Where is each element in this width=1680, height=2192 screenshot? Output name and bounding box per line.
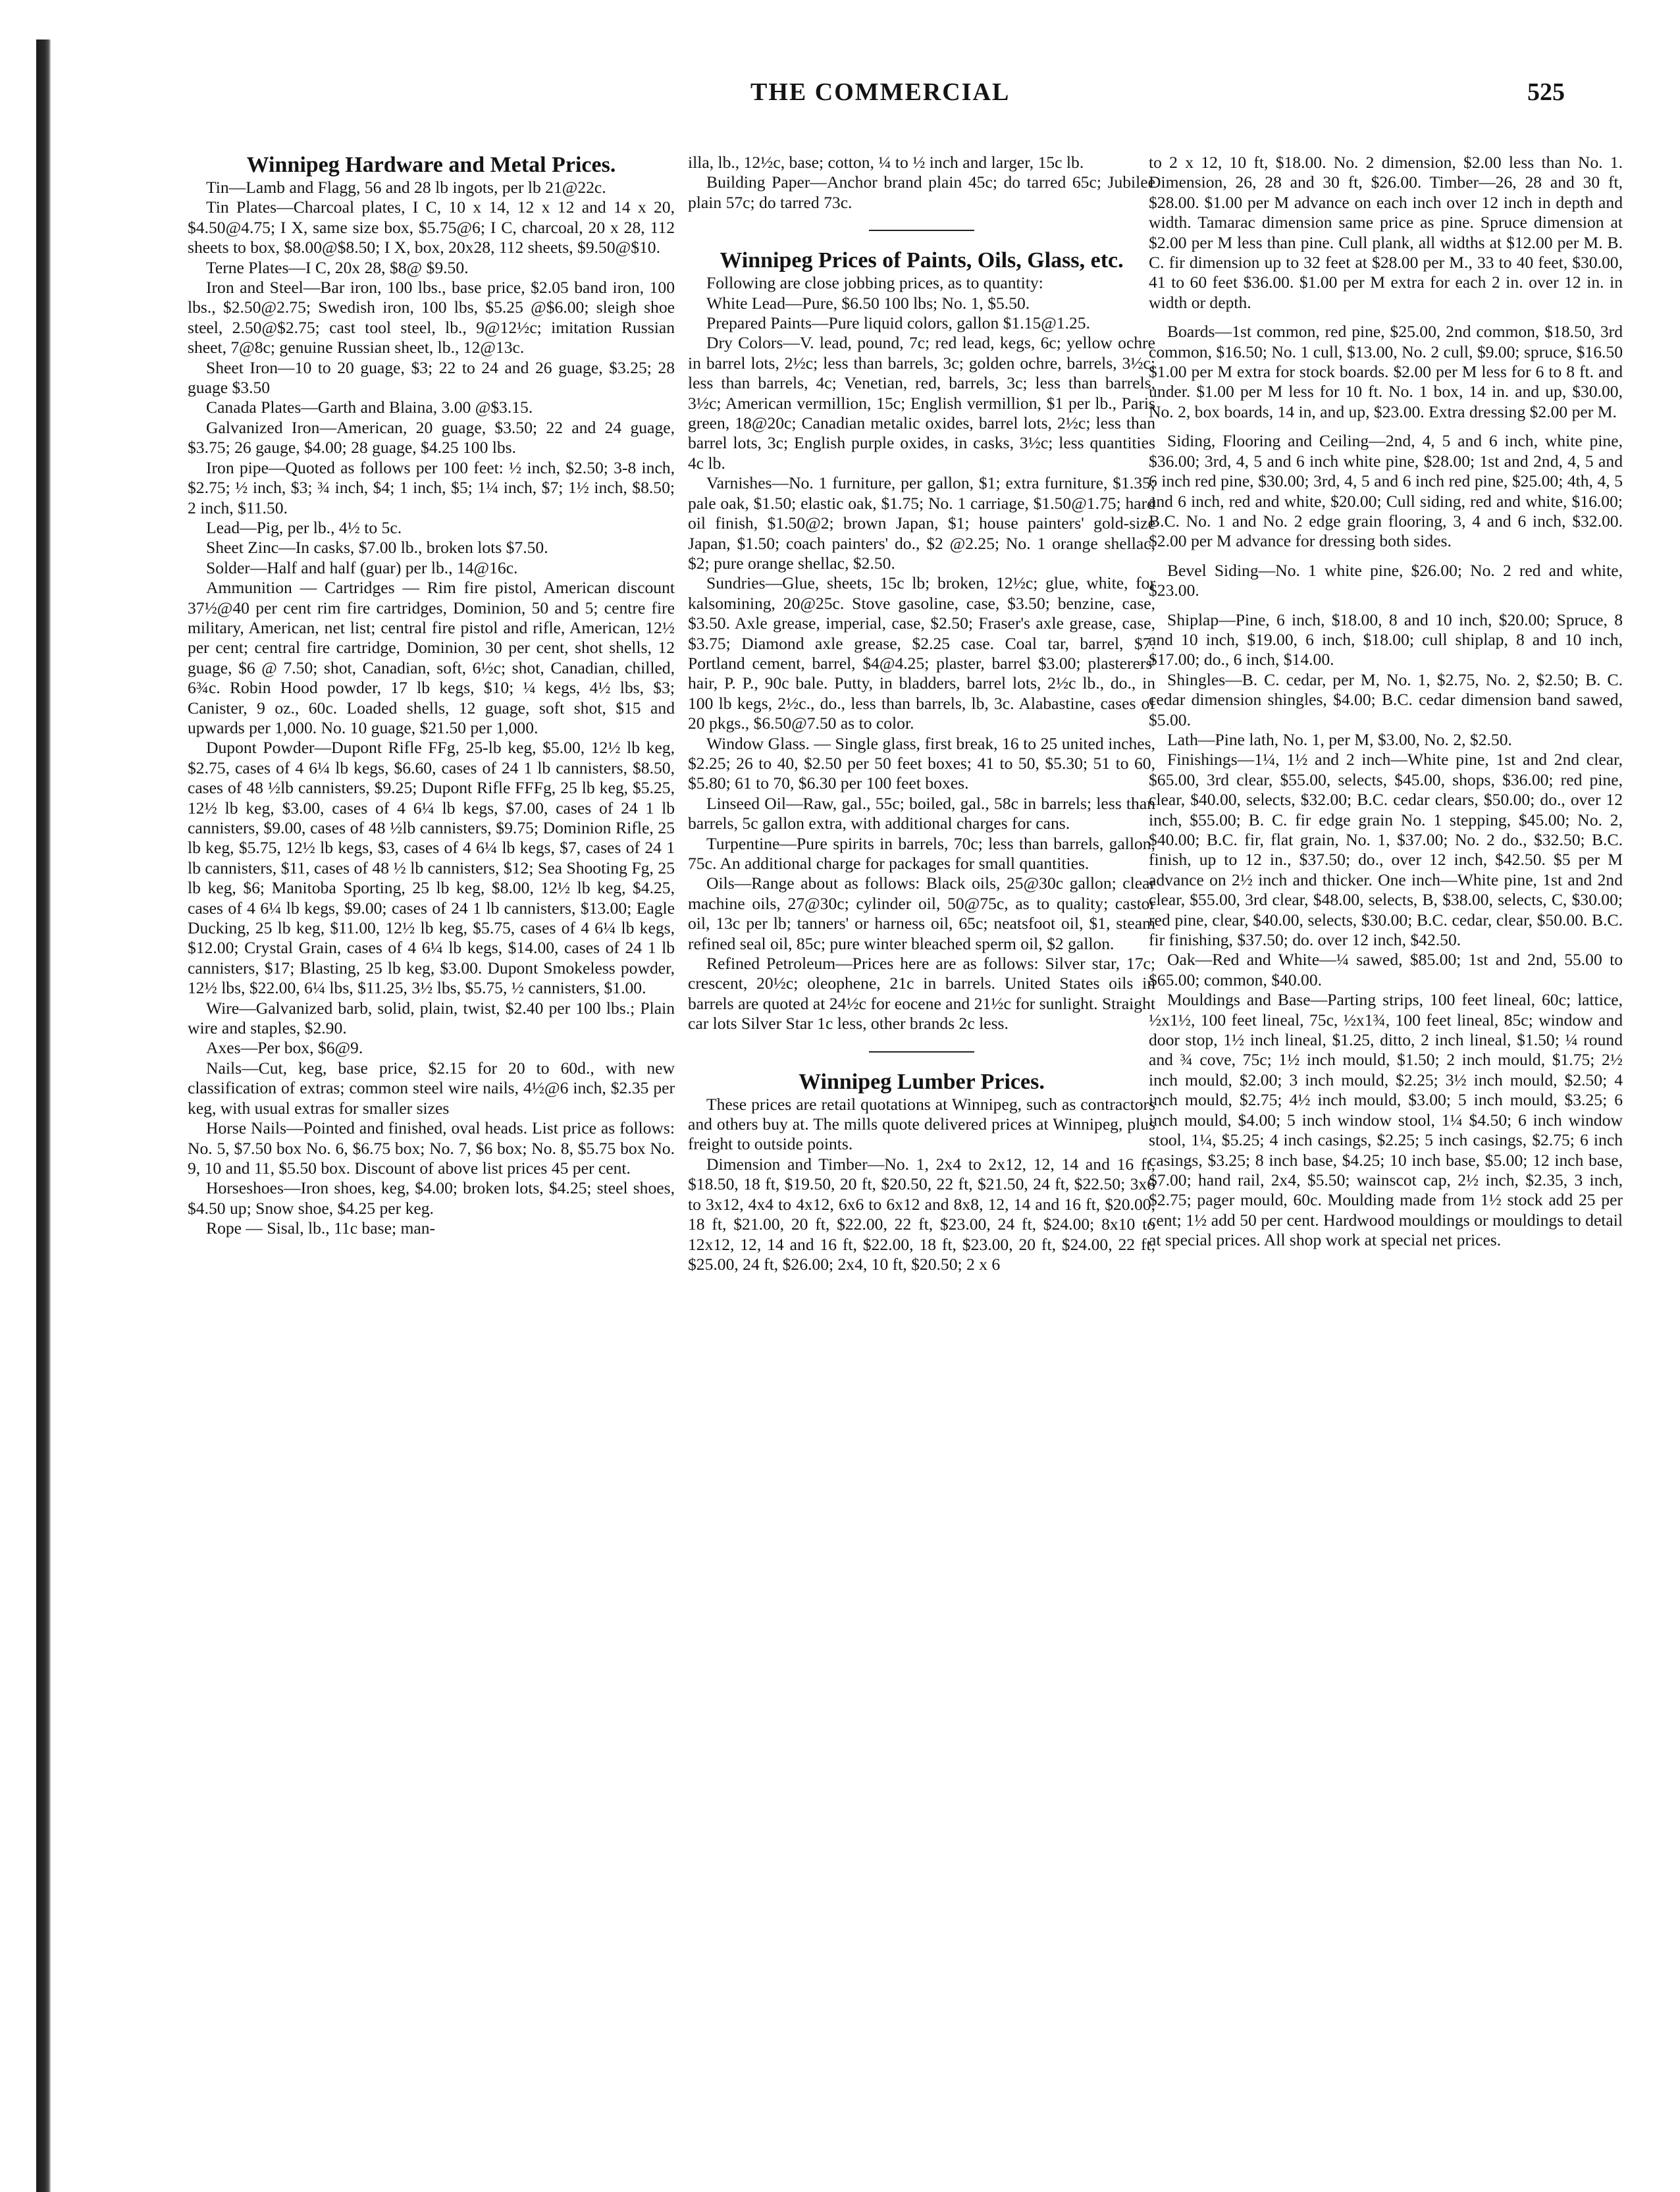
paragraph: Oils—Range about as follows: Black oils, 25@30c gallon; clear machine oils, 27@30c; cylinder oil, 50@75c, as to quality; castor oil, 13c per lb; tanners' or harness oil, 65c; neatsfoot oil, $1, steam refined seal oil, 85c; pure winter bleached sperm oil, $2 gallon. — [688, 874, 1155, 953]
section-divider — [869, 1051, 974, 1053]
continued-paragraph: to 2 x 12, 10 ft, $18.00. No. 2 dimension, $2.00 less than No. 1. Dimension, 26, 28 and 30 ft, $26.00. Timber—26, 28 and 30 ft, $28.00. $1.00 per M advance on each inch over 12 inch in depth and width. Tamarac dimension same price as pine. Spruce dimension at $2.00 per M less than pine. Cull plank, all widths at $12.00 per M. B. C. fir dimension up to 32 feet at $28.00 per M., 33 to 40 feet, $30.00, 41 to 60 feet $36.00. $1.00 per M extra for each 2 in. over 12 in. in width or depth. — [1149, 153, 1623, 312]
paragraph: Shingles—B. C. cedar, per M, No. 1, $2.75, No. 2, $2.50; B. C. cedar dimension shingles, $4.00; B.C. cedar dimension band sawed, $5.00. — [1149, 669, 1623, 729]
paragraph: Building Paper—Anchor brand plain 45c; do tarred 65c; Jubilee plain 57c; do tarred 73c. — [688, 172, 1155, 212]
continued-paragraph: illa, lb., 12½c, base; cotton, ¼ to ½ inch and larger, 15c lb. — [688, 153, 1084, 172]
paragraph: Wire—Galvanized barb, solid, plain, twist, $2.40 per 100 lbs.; Plain wire and staples, $2.90. — [188, 998, 675, 1038]
paragraph: Varnishes—No. 1 furniture, per gallon, $1; extra furniture, $1.35; pale oak, $1.50; elastic oak, $1.75; No. 1 carriage, $1.50@1.75; hard oil finish, $1.50@2; brown Japan, $1; house painters' gold-size Japan, $1.50; coach painters' do., $2 @2.25; No. 1 orange shellac, $2; pure orange shellac, $2.50. — [688, 473, 1155, 573]
paragraph: Siding, Flooring and Ceiling—2nd, 4, 5 and 6 inch, white pine, $36.00; 3rd, 4, 5 and 6 inch white pine, $28.00; 1st and 2nd, 4, 5 and 6 inch red pine, $30.00; 3rd, 4, 5 and 6 inch red pine, $25.00; 4th, 4, 5 and 6 inch, red and white, $20.00; Cull siding, red and white, $16.00; B.C. No. 1 and No. 2 edge grain flooring, 3, 4 and 6 inch, $32.00. $2.00 per M advance for dressing both sides. — [1149, 431, 1623, 551]
paragraph: Turpentine—Pure spirits in barrels, 70c; less than barrels, gallon, 75c. An additional charge for packages for small quantities. — [688, 833, 1155, 873]
column-3 — [1149, 153, 1623, 1251]
paragraph: Horseshoes—Iron shoes, keg, $4.00; broken lots, $4.25; steel shoes, $4.50 up; Snow shoe, $4.25 per keg. — [188, 1178, 675, 1218]
paragraph: Tin—Lamb and Flagg, 56 and 28 lb ingots, per lb 21@22c. — [206, 178, 606, 197]
paragraph: Horse Nails—Pointed and finished, oval heads. List price as follows: No. 5, $7.50 box No. 6, $6.75 box; No. 7, $6 box; No. 8, $5.75 box No. 9, 10 and 11, $5.50 box. Discount of above list prices 45 per cent. — [188, 1118, 675, 1178]
lumber-prices-heading: Winnipeg Lumber Prices. — [799, 1069, 1045, 1094]
paragraph: Oak—Red and White—¼ sawed, $85.00; 1st and 2nd, 55.00 to $65.00; common, $40.00. — [1149, 950, 1623, 989]
paragraph: Axes—Per box, $6@9. — [206, 1038, 363, 1058]
paragraph: Sheet Iron—10 to 20 guage, $3; 22 to 24 and 26 guage, $3.25; 28 guage $3.50 — [188, 357, 675, 398]
paragraph: Nails—Cut, keg, base price, $2.15 for 20 to 60d., with new classification of extras; common steel wire nails, 4½@6 inch, $2.35 per keg, with usual extras for smaller sizes — [188, 1058, 675, 1118]
paragraph: Galvanized Iron—American, 20 guage, $3.50; 22 and 24 guage, $3.75; 26 gauge, $4.00; 28 guage, $4.25 100 lbs. — [188, 417, 675, 457]
paragraph: Dupont Powder—Dupont Rifle FFg, 25-lb keg, $5.00, 12½ lb keg, $2.75, cases of 4 6¼ lb kegs, $6.60, cases of 24 1 lb cannisters, $8.50, cases of 48 ½lb cannisters, $9.25; Dupont Rifle FFFg, 25 lb keg, $5.25, 12½ lb keg, $3.00, cases of 4 6¼ lb kegs, $7.00, cases of 24 1 lb cannisters, $9.00, cases of 48 ½lb cannisters, $9.75; Dominion Rifle, 25 lb keg, $5.75, 12½ lb kegs, $3, cases of 4 6¼ lb kegs, $7, cases of 24 1 lb cannisters, $11, cases of 48 ½ lb cannisters, $12; Sea Shooting Fg, 25 lb keg, $6; Manitoba Sporting, 25 lb keg, $8.00, 12½ lb keg, $4.25, cases of 4 6¼ lb kegs, $9.00; cases of 24 1 lb cannisters, $13.00; Eagle Ducking, 25 lb keg, $11.00, 12½ lb keg, $5.75, cases of 4 6¼ lb kegs, $12.00; Crystal Grain, cases of 4 6¼ lb kegs, $14.00, cases of 24 1 lb cannisters, $17; Blasting, 25 lb keg, $3.00. Dupont Smokeless powder, 12½ lbs, $22.00, 6¼ lbs, $11.25, 3½ lbs, $5.75, ½ cannisters, $1.00. — [188, 738, 675, 998]
paragraph: Solder—Half and half (guar) per lb., 14@16c. — [206, 558, 518, 577]
paragraph: Terne Plates—I C, 20x 28, $8@ $9.50. — [206, 257, 469, 277]
page-header — [0, 78, 1680, 117]
paragraph: Iron and Steel—Bar iron, 100 lbs., base price, $2.05 band iron, 100 lbs., $2.50@2.75; Swedish iron, 100 lbs, $5.25 @$6.00; sleigh shoe steel, 2.50@$2.75; cast tool steel, lb., 9@12½c; imitation Russian sheet, 7@8c; genuine Russian sheet, lb., 12@13c. — [188, 278, 675, 357]
paragraph: Window Glass. — Single glass, first break, 16 to 25 united inches, $2.25; 26 to 40, $2.50 per 50 feet boxes; 41 to 50, $5.30; 51 to 60, $5.80; 61 to 70, $6.30 per 100 feet boxes. — [688, 733, 1155, 793]
paragraph: Sheet Zinc—In casks, $7.00 lb., broken lots $7.50. — [206, 538, 548, 558]
paragraph: Prepared Paints—Pure liquid colors, gallon $1.15@1.25. — [706, 313, 1091, 333]
paragraph: Bevel Siding—No. 1 white pine, $26.00; No. 2 red and white, $23.00. — [1149, 560, 1623, 600]
paragraph: These prices are retail quotations at Winnipeg, such as contractors and others buy at. The mills quote delivered prices at Winnipeg, plus freight to outside points. — [688, 1094, 1155, 1154]
paragraph: Dry Colors—V. lead, pound, 7c; red lead, kegs, 6c; yellow ochre in barrel lots, 2½c; less than barrels, 3c; golden ochre, barrels, 3½c; less than barrels, 4c; Venetian, red, barrels, 3c; less than barrels, 3½c; American vermillion, 15c; English vermillion, $1 per lb., Paris green, 18@20c; Canadian metalic oxides, barrel lots, 2½c; less than barrel lots, 3c; English purple oxides, in casks, 3½c; less quantities 4c lb. — [688, 333, 1155, 473]
paragraph: Tin Plates—Charcoal plates, I C, 10 x 14, 12 x 12 and 14 x 20, $4.50@4.75; I X, same size box, $5.75@6; I C, charcoal, 20 x 28, 112 sheets to box, $8.00@$8.50; I X, box, 20x28, 112 sheets, $9.50@$10. — [188, 197, 675, 257]
section-divider — [869, 230, 974, 231]
paragraph: Mouldings and Base—Parting strips, 100 feet lineal, 60c; lattice, ½x1½, 100 feet lineal, 75c, ½x1¾, 100 feet lineal, 85c; window and door stop, 1½ inch lineal, $1.25, ditto, 2 inch lineal, $1.50; ¼ round and ¾ cove, 75c; 1½ inch mould, $1.50; 2 inch mould, $1.75; 2½ inch mould, $2.00; 3 inch mould, $2.25; 3½ inch mould, $2.50; 4 inch mould, $2.75; 4½ inch mould, $3.00; 5 inch mould, $3.25; 6 inch mould, $4.00; 5 inch window stool, 1¼ $4.50; 6 inch window stool, 1¼, $5.25; 4 inch casings, $2.25; 5 inch casings, $2.75; 6 inch casings, $3.25; 8 inch base, $4.25; 10 inch base, $5.00; 12 inch base, $7.00; hand rail, 2x4, $5.50; wainscot cap, 2½ inch, $2.35, 3 inch, $2.75; pager mould, 60c. Moulding made from 1½ stock add 25 per cent; 1½ add 50 per cent. Hardwood mouldings or mouldings to detail at special prices. All shop work at special net prices. — [1149, 990, 1623, 1250]
scan-binding-edge — [36, 39, 51, 2192]
paragraph: Linseed Oil—Raw, gal., 55c; boiled, gal., 58c in barrels; less than barrels, 5c gallon extra, with additional charges for cans. — [688, 793, 1155, 833]
paragraph: Lath—Pine lath, No. 1, per M, $3.00, No. 2, $2.50. — [1167, 729, 1512, 749]
paragraph: Refined Petroleum—Prices here are as follows: Silver star, 17c; crescent, 20½c; oleophene, 21c in barrels. United States oils in barrels are quoted at 24½c for eocene and 21½c for sunlight. Straight car lots Silver Star 1c less, other brands 2c less. — [688, 954, 1155, 1033]
paragraph: Canada Plates—Garth and Blaina, 3.00 @$3.15. — [206, 398, 533, 417]
paints-prices-heading: Winnipeg Prices of Paints, Oils, Glass, etc. — [720, 248, 1124, 273]
running-title: THE COMMERCIAL — [750, 78, 1011, 106]
column-1 — [188, 153, 675, 1239]
column-2 — [688, 153, 1155, 1274]
paragraph: Dimension and Timber—No. 1, 2x4 to 2x12, 12, 14 and 16 ft, $18.50, 18 ft, $19.50, 20 ft, $20.50, 22 ft, $21.50, 24 ft, $22.50; 3x6 to 3x12, 4x4 to 4x12, 6x6 to 6x12 and 8x8, 12, 14 and 16 ft, $20.00, 18 ft, $21.00, 20 ft, $22.00, 22 ft, $23.00, 24 ft, $24.00; 8x10 to 12x12, 12, 14 and 16 ft, $22.00, 18 ft, $23.00, 20 ft, $24.00, 22 ft, $25.00, 24 ft, $26.00; 2x4, 10 ft, $20.50; 2 x 6 — [688, 1154, 1155, 1274]
paragraph: Boards—1st common, red pine, $25.00, 2nd common, $18.50, 3rd common, $16.50; No. 1 cull, $13.00, No. 2 cull, $9.00; spruce, $16.50 $1.00 per M extra for stock boards. $2.00 per M less for 6 to 8 ft. and under. $1.00 per M less for 10 ft. No. 1 box, 14 in. and up, $30.00, No. 2, box boards, 14 in, and up, $23.00. Extra dressing $2.00 per M. — [1149, 322, 1623, 421]
paragraph: Following are close jobbing prices, as to quantity: — [706, 273, 1043, 293]
paragraph: White Lead—Pure, $6.50 100 lbs; No. 1, $5.50. — [706, 293, 1030, 313]
paragraph: Sundries—Glue, sheets, 15c lb; broken, 12½c; glue, white, for kalsomining, 20@25c. Stove gasoline, case, $3.50; benzine, case, $3.50. Axle grease, imperial, case, $2.50; Fraser's axle grease, case, $3.75; Diamond axle grease, $2.25 case. Coal tar, barrel, $7. Portland cement, barrel, $4@4.25; plaster, barrel $3.00; plasterers' hair, P. P., 90c bale. Putty, in bladders, barrel lots, 2½c lb., do., in 100 lb kegs, 2½c., do., less than barrels, lb, 3c. Alabastine, cases of 20 pkgs., $6.50@7.50 as to color. — [688, 573, 1155, 733]
paragraph: Rope — Sisal, lb., 11c base; man- — [206, 1218, 436, 1238]
paragraph: Lead—Pig, per lb., 4½ to 5c. — [206, 517, 402, 537]
paragraph: Iron pipe—Quoted as follows per 100 feet: ½ inch, $2.50; 3-8 inch, $2.75; ½ inch, $3; ¾ inch, $4; 1 inch, $5; 1¼ inch, $7; 1½ inch, $8.50; 2 inch, $11.50. — [188, 457, 675, 517]
hardware-prices-heading: Winnipeg Hardware and Metal Prices. — [246, 153, 616, 177]
paragraph: Shiplap—Pine, 6 inch, $18.00, 8 and 10 inch, $20.00; Spruce, 8 and 10 inch, $19.00, 6 inch, $18.00; cull shiplap, 8 and 10 inch, $17.00; do., 6 inch, $14.00. — [1149, 610, 1623, 669]
paragraph: Finishings—1¼, 1½ and 2 inch—White pine, 1st and 2nd clear, $65.00, 3rd clear, $55.00, selects, $45.00, shops, $36.00; red pine, clear, $40.00, selects, $32.00; B.C. cedar clears, $50.00; do., over 12 inch, $55.00; B. C. fir edge grain No. 1 stepping, $45.00; No. 2, $40.00; B.C. fir, flat grain, No. 1, $37.00; No. 2 do., $32.50; B.C. finish, up to 12 in., $37.50; do., over 12 inch, $42.50. $5 per M advance on 2½ inch and thicker. One inch—White pine, 1st and 2nd clear, $55.00, 3rd clear, $48.00, selects, B, $38.00, selects, C, $30.00; red pine, clear, $40.00, selects, $30.00; B.C. cedar, clear, $50.00. B.C. fir finishing, $37.50; do. over 12 inch, $42.50. — [1149, 750, 1623, 950]
page-number: 525 — [1527, 78, 1565, 106]
paragraph: Ammunition — Cartridges — Rim fire pistol, American discount 37½@40 per cent rim fire cartridges, Dominion, 50 and 5; centre fire military, American, net list; central fire pistol and rifle, American, 12½ per cent; central fire cartridge, Dominion, 30 per cent, shot shells, 12 guage, $6 @ 7.50; shot, Canadian, soft, 6½c; shot, Canadian, chilled, 6¾c. Robin Hood powder, 17 lb kegs, $10; ¼ kegs, 4½ lbs, $3; Canister, 9 oz., 60c. Loaded shells, 12 guage, soft shot, $15 and upwards per 1,000. No. 10 guage, $21.50 per 1,000. — [188, 578, 675, 737]
